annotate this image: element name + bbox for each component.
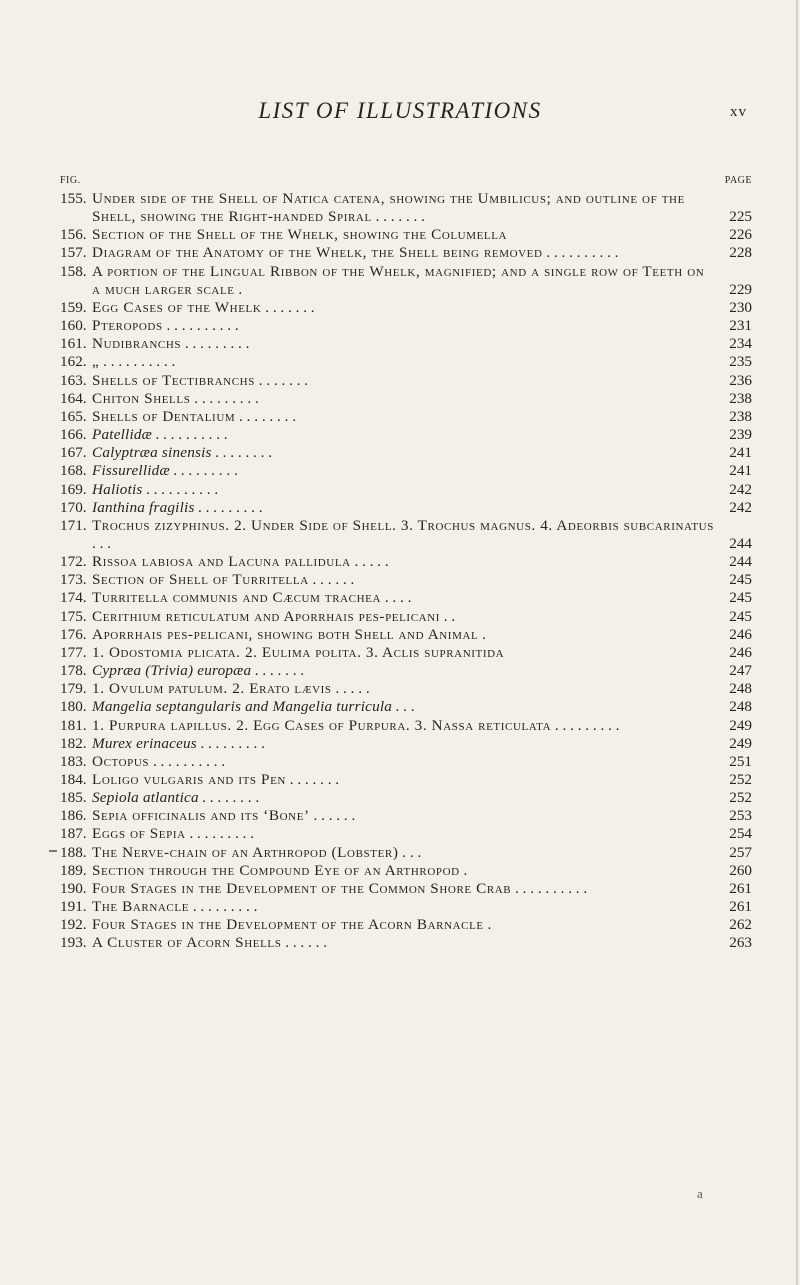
dot-leader: . . [439,607,456,625]
caption-text: Mangelia septangularis and Mangelia turricula [92,698,393,716]
page-reference: 247 [729,662,752,680]
figure-number: 161. [60,335,87,353]
page-reference: 248 [729,680,752,698]
dot-leader: . . . [92,534,111,552]
list-item [60,934,752,952]
dot-leader: . [483,916,492,934]
caption-text: Nudibranchs [92,335,182,353]
page-reference: 226 [729,226,752,244]
list-item [60,263,752,299]
page-reference: 245 [729,607,752,625]
figure-caption [92,644,716,662]
list-item [60,317,752,335]
list-item [60,190,752,226]
list-item [60,553,752,571]
dot-leader: . . . . . . . . . . [142,480,219,498]
dot-leader: . . . . . . . [254,371,309,389]
illustration-list [60,190,752,953]
dot-leader: . . . . . . . [371,208,425,226]
dot-leader: . . . . . . . . . [181,335,250,353]
page-reference: 236 [729,371,752,389]
figure-caption [92,825,716,843]
list-item [60,226,752,244]
caption-text: „ [92,353,100,371]
dot-leader: . . . . . . . . . [551,716,620,734]
figure-number: 181. [60,716,87,734]
figure-number: 160. [60,317,87,335]
page-reference: 249 [729,734,752,752]
list-item [60,735,752,753]
dot-leader: . . . . . . . . . . [152,426,228,444]
dot-leader: . . . . . . . . . . [162,317,239,335]
list-item [60,680,752,698]
list-item [60,717,752,735]
page-reference: 244 [729,534,752,552]
list-item [60,662,752,680]
figure-caption [92,608,716,626]
caption-text: Egg Cases of the Whelk [92,298,262,316]
dot-leader: . . . . . . . . . . [511,879,588,897]
figure-caption [92,789,716,807]
caption-text: Section of Shell of Turritella [92,571,309,589]
dot-leader: . . . . . . . [261,298,315,316]
caption-text: Pteropods [92,317,163,335]
figure-caption [92,934,716,952]
caption-text: A portion of the Lingual Ribbon of the Whelk, magnified; and a single row of Teeth on a much larger scale [92,262,705,298]
figure-number: 170. [60,498,87,516]
figure-caption [92,517,716,553]
list-item [60,862,752,880]
caption-text: Ianthina fragilis [92,498,195,516]
figure-number: 191. [60,898,87,916]
figure-caption [92,844,716,862]
figure-number: 182. [60,734,87,752]
page-reference: 252 [729,771,752,788]
figure-caption [92,771,716,789]
figure-number: 174. [60,589,87,607]
dot-leader: . . . . . . . . . [190,389,259,407]
dot-leader: . . . . [381,589,412,607]
figure-caption [92,698,716,716]
caption-text: Shells of Tectibranchs [92,371,255,389]
list-item [60,880,752,898]
page-reference: 246 [729,625,752,643]
figure-caption [92,317,716,335]
page-reference: 261 [729,898,752,916]
figure-number: 162. [60,353,87,371]
figure-caption [92,299,716,317]
figure-caption [92,680,716,698]
caption-text: Four Stages in the Development of the Common Shore Crab [92,879,512,897]
figure-number: 192. [60,916,87,934]
figure-number: 164. [60,389,87,407]
page-reference: 253 [729,807,752,825]
figure-caption [92,353,716,371]
caption-text: Octopus [92,752,150,770]
figure-number: 190. [60,879,87,897]
figure-caption [92,807,716,825]
dot-leader: . . . [392,698,415,716]
caption-text: Shells of Dentalium [92,407,236,425]
figure-number: 165. [60,407,87,425]
figure-number: 163. [60,371,87,389]
page-reference: 246 [729,643,752,661]
dot-leader: . . . . . . . . . . [99,353,176,371]
dot-leader: . . . . . . [308,571,355,589]
dot-leader: . . . . . . . [251,662,305,680]
page-edge [796,0,798,1285]
list-item [60,372,752,390]
caption-text: Sepia officinalis and its ‘Bone’ [92,807,310,825]
list-item [60,626,752,644]
figure-caption [92,372,716,390]
figure-number: 178. [60,662,87,680]
caption-text: Rissoa labiosa and Lacuna pallidula [92,553,351,571]
dot-leader: . . . . . . . . . [189,898,258,916]
page-reference: 257 [729,843,752,861]
page-reference: 241 [729,444,752,462]
page-reference: 263 [729,934,752,952]
dot-leader: . . . . . . . . [211,444,273,462]
page-reference: 245 [729,589,752,607]
caption-text: 1. Odostomia plicata. 2. Eulima polita. 3. Aclis supranitida [92,643,505,661]
list-item [60,571,752,589]
figure-caption [92,244,716,262]
page-column-heading: PAGE [724,175,752,186]
caption-text: Eggs of Sepia [92,825,186,843]
list-item [60,408,752,426]
page-reference: 230 [729,298,752,316]
caption-text: The Nerve-chain of an Arthropod (Lobster) [92,843,399,861]
figure-number: 176. [60,625,87,643]
page-reference: 235 [729,353,752,371]
list-item [60,335,752,353]
caption-text: Turritella communis and Cæcum trachea [92,589,382,607]
page-reference: 261 [729,879,752,897]
figure-caption [92,717,716,735]
figure-number: 173. [60,571,87,589]
figure-number: 172. [60,553,87,571]
figure-number: 185. [60,789,87,807]
list-item [60,825,752,843]
caption-text: Calyptræa sinensis [92,444,212,462]
dot-leader: . . . . . . . . . [185,825,254,843]
dot-leader: . . . . . . . . . [194,498,263,516]
dot-leader: . . . . . . [281,934,327,952]
figure-number: 183. [60,752,87,770]
figure-number: 155. [60,190,87,207]
dot-leader: . [478,625,486,643]
list-item [60,444,752,462]
dot-leader: . . . . . . . . [198,789,260,807]
figure-caption [92,335,716,353]
list-item [60,353,752,371]
figure-number: 177. [60,643,87,661]
caption-text: Cerithium reticulatum and Aporrhais pes-pelicani [92,607,440,625]
list-item [60,244,752,262]
dot-leader: . [459,861,468,879]
figure-caption [92,735,716,753]
figure-caption [92,626,716,644]
dot-leader: . [234,280,243,298]
caption-text: Trochus zizyphinus. 2. Under Side of Shell. 3. Trochus magnus. 4. Adeorbis subcarinatus [92,516,714,534]
figure-number: 158. [60,262,87,280]
figure-number: 187. [60,825,87,843]
caption-text: Diagram of the Anatomy of the Whelk, the Shell being removed [92,244,543,262]
figure-number: 186. [60,807,87,825]
dot-leader: . . . . . . . . . [196,734,266,752]
caption-text: Under side of the Shell of Natica catena, showing the Umbilicus; and outline of the Shell, showing the Right-handed Spiral [92,190,685,226]
caption-text: 1. Ovulum patulum. 2. Erato lævis [92,680,332,698]
figure-caption [92,426,716,444]
page-reference: 260 [729,861,752,879]
figure-number: 193. [60,934,87,952]
caption-text: Fissurellidæ [92,462,170,480]
list-item [60,390,752,408]
list-item [60,299,752,317]
figure-number: 169. [60,480,87,498]
figure-number: 167. [60,444,87,462]
dot-leader: . . . . . . . . [235,407,296,425]
caption-text: Sepiola atlantica [92,789,199,807]
figure-number: 159. [60,298,87,316]
caption-text: Section of the Shell of the Whelk, showing the Columella [92,226,508,244]
figure-caption [92,481,716,499]
list-item [60,753,752,771]
margin-mark [49,850,57,852]
dot-leader: . . . . . . . [285,771,340,788]
page-reference: 242 [729,498,752,516]
caption-text: Section through the Compound Eye of an Arthropod [92,861,460,879]
caption-text: Haliotis [92,480,143,498]
page-reference: 228 [729,244,752,262]
dot-leader: . . . . . . [309,807,356,825]
figure-caption [92,499,716,517]
figure-number: 179. [60,680,87,698]
page-reference: 252 [729,789,752,807]
caption-text: Cypræa (Trivia) europæa [92,662,252,680]
figure-caption [92,263,716,299]
dot-leader: . . . . . . . . . . [149,752,226,770]
page-reference: 248 [729,698,752,716]
list-item [60,698,752,716]
page-reference: 241 [729,462,752,480]
figure-number: 168. [60,462,87,480]
list-item [60,481,752,499]
dot-leader: . . . . . [350,553,389,571]
figure-caption [92,898,716,916]
figure-number: 175. [60,607,87,625]
figure-caption [92,226,716,244]
figure-caption [92,753,716,771]
page-reference: 238 [729,407,752,425]
dot-leader: . . . . . . . . . . [542,244,619,262]
list-item [60,916,752,934]
list-item [60,644,752,662]
figure-number: 180. [60,698,87,716]
figure-caption [92,190,716,226]
figure-number: 171. [60,516,87,534]
list-item [60,608,752,626]
caption-text: A Cluster of Acorn Shells [92,934,282,952]
figure-caption [92,880,716,898]
list-item [60,426,752,444]
list-item [60,462,752,480]
figure-number: 184. [60,771,87,788]
figure-number: 189. [60,861,87,879]
page-reference: 262 [729,916,752,934]
dot-leader: . . . [398,843,422,861]
dot-leader: . . . . . . . . . [169,462,239,480]
figure-number: 166. [60,426,87,444]
caption-text: 1. Purpura lapillus. 2. Egg Cases of Purpura. 3. Nassa reticulata [92,716,552,734]
page-reference: 251 [729,752,752,770]
figure-number: 157. [60,244,87,262]
list-item [60,844,752,862]
page-reference: 229 [729,280,752,298]
caption-text: Aporrhais pes-pelicani, showing both Shell and Animal [92,625,479,643]
caption-text: Chiton Shells [92,389,191,407]
figure-caption [92,589,716,607]
page-reference: 238 [729,389,752,407]
list-item [60,517,752,553]
figure-caption [92,862,716,880]
figure-caption [92,390,716,408]
caption-text: Loligo vulgaris and its Pen [92,771,286,788]
list-item [60,771,752,789]
caption-text: Patellidæ [92,426,153,444]
page-number: xv [730,104,747,120]
figure-caption [92,553,716,571]
dot-leader: . . . . . [331,680,370,698]
page-reference: 254 [729,825,752,843]
page-reference: 242 [729,480,752,498]
figure-caption [92,662,716,680]
signature-mark: a [697,1186,703,1201]
page-reference: 245 [729,571,752,589]
list-item [60,589,752,607]
running-title: LIST OF ILLUSTRATIONS [258,98,542,123]
figure-caption [92,408,716,426]
page-reference: 234 [729,335,752,353]
figure-caption [92,444,716,462]
caption-text: The Barnacle [92,898,190,916]
page-reference: 231 [729,317,752,335]
page-header [0,96,800,136]
page-reference: 249 [729,716,752,734]
figure-caption [92,571,716,589]
caption-text: Four Stages in the Development of the Acorn Barnacle [92,916,484,934]
caption-text: Murex erinaceus [92,734,197,752]
list-item [60,807,752,825]
page-reference: 244 [729,553,752,571]
fig-column-heading: FIG. [60,175,81,186]
list-item [60,789,752,807]
page-reference: 239 [729,426,752,444]
figure-caption [92,462,716,480]
list-item [60,499,752,517]
figure-number: 156. [60,226,87,244]
page-reference: 225 [729,208,752,226]
list-item [60,898,752,916]
figure-caption [92,916,716,934]
figure-number: 188. [60,843,87,861]
